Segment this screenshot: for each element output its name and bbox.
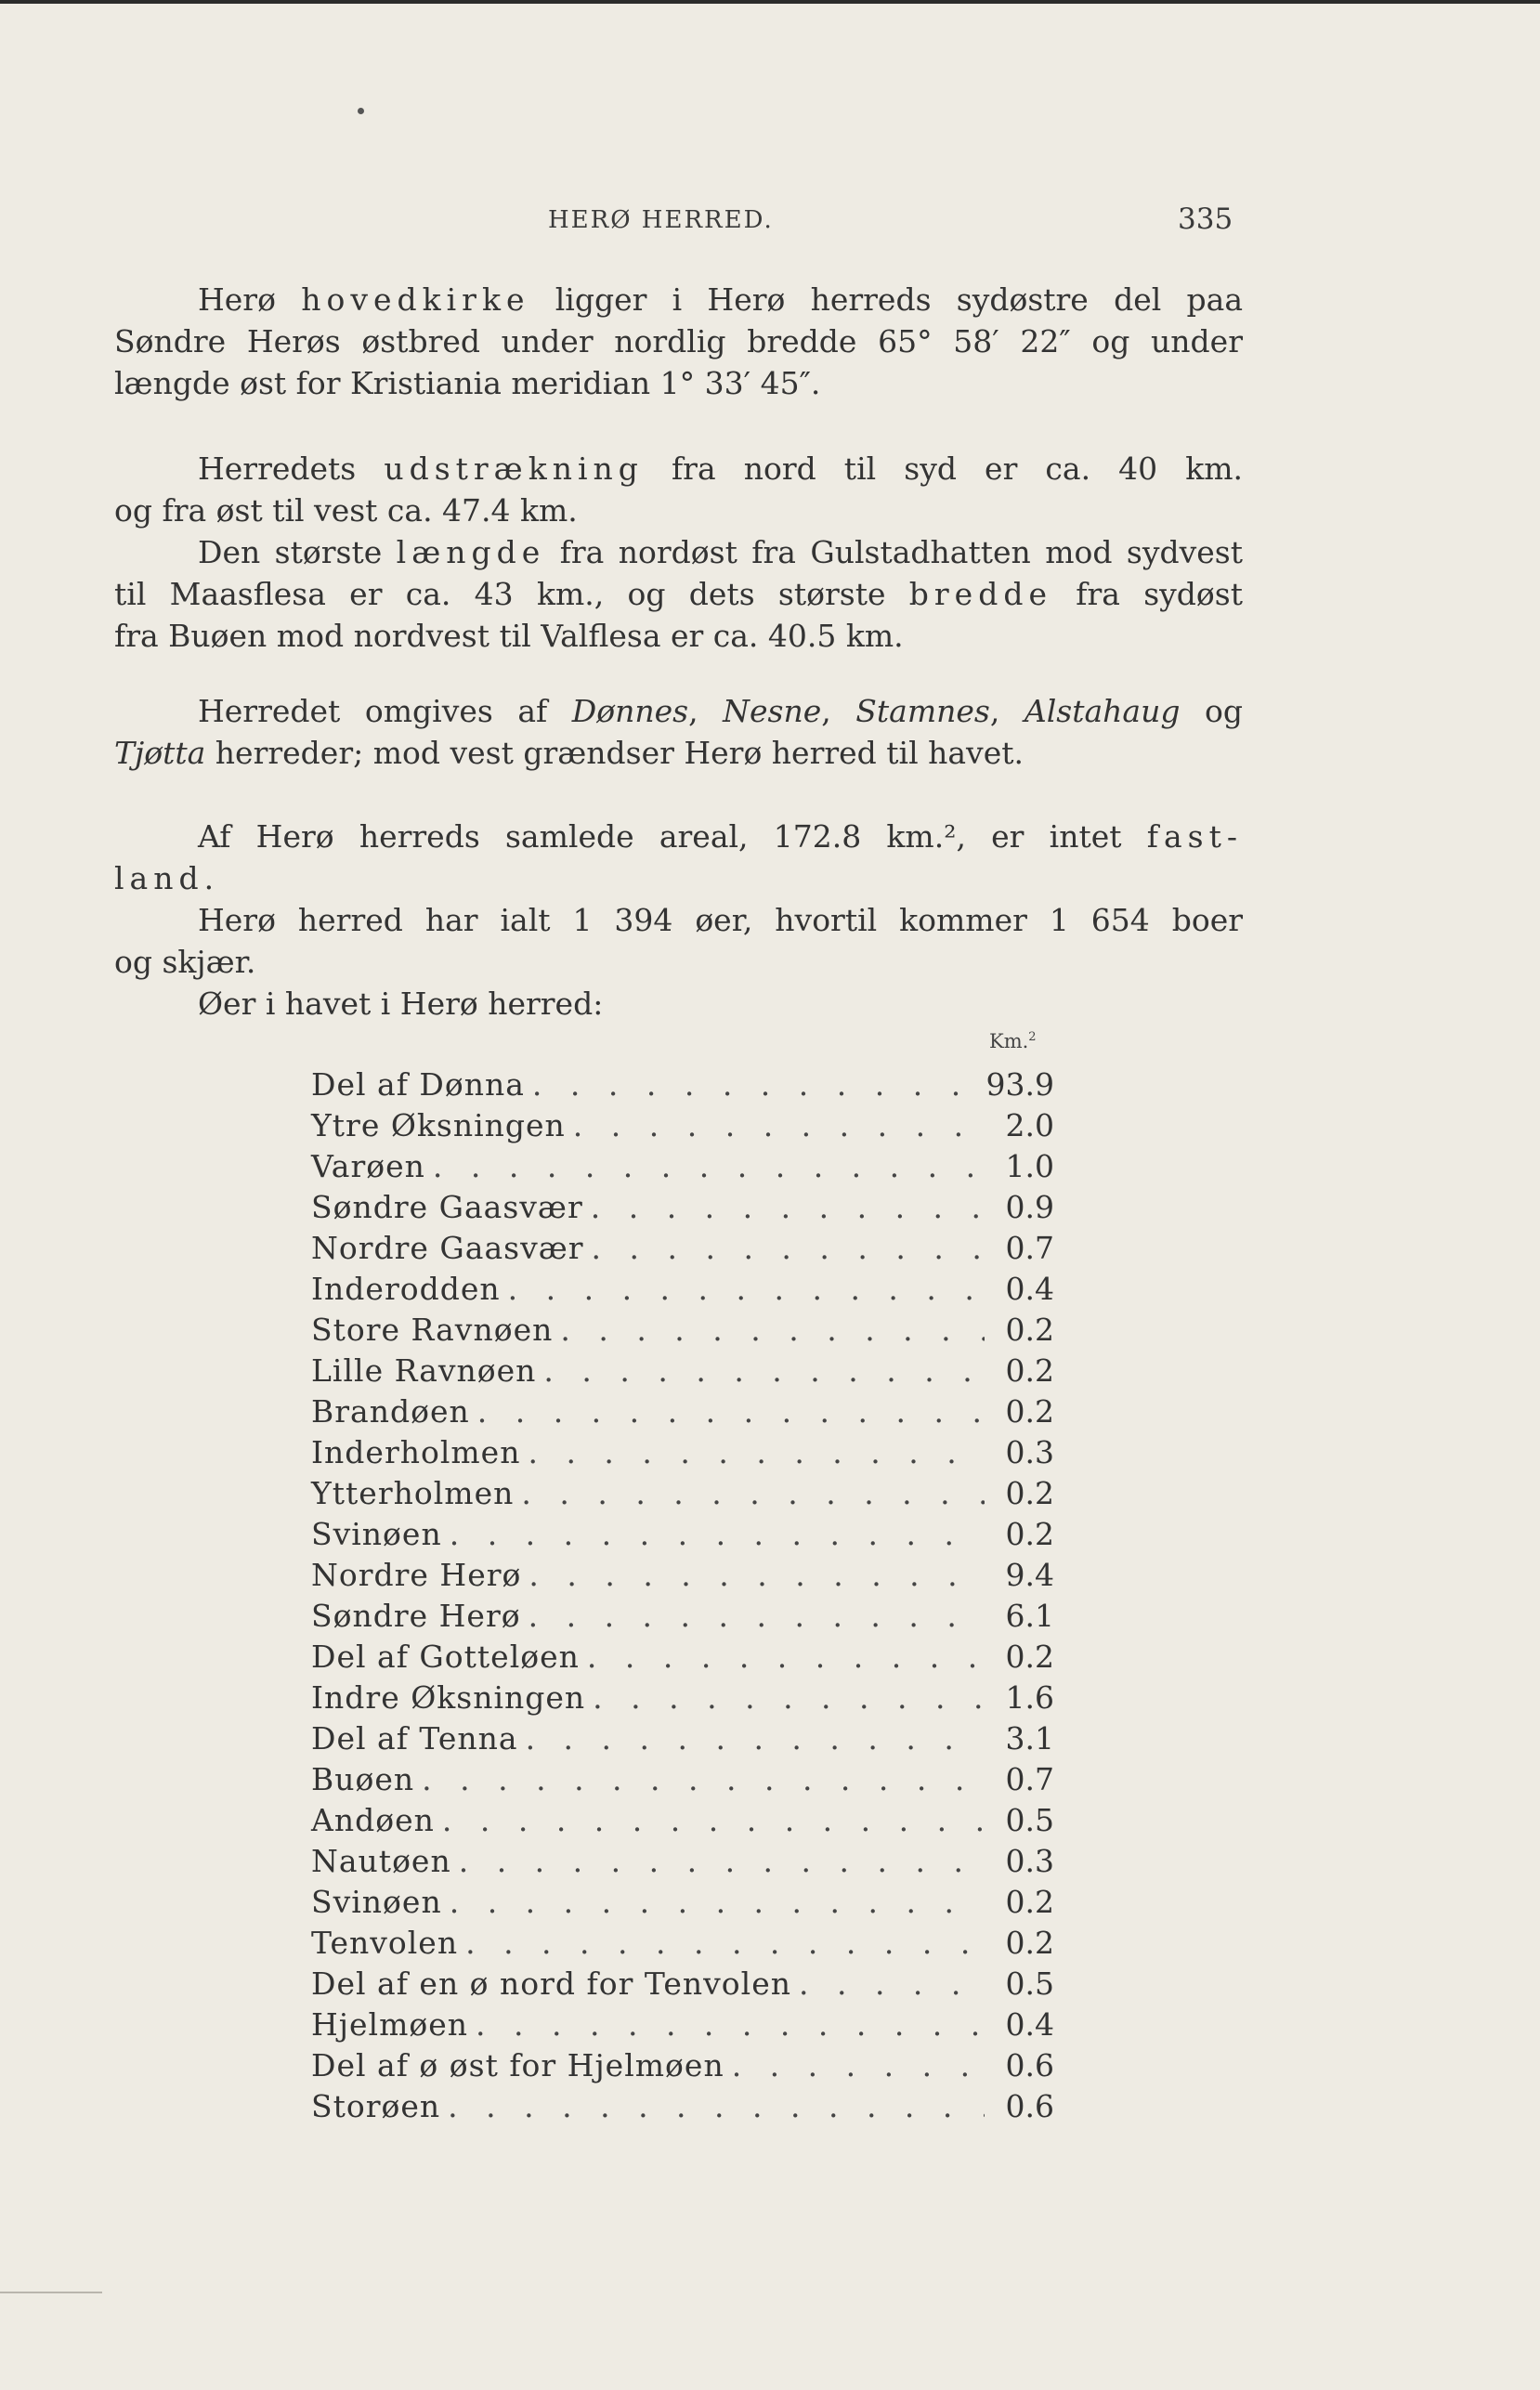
island-name: Brandøen <box>311 1393 470 1430</box>
text-line: og skjær. <box>114 944 256 980</box>
island-name: Ytre Øksningen <box>311 1107 566 1143</box>
table-row <box>311 1189 1054 1230</box>
text-line: Herredet omgives af Dønnes, Nesne, Stamnes, Alstahaug og <box>198 693 1244 729</box>
paragraph-length-width <box>114 531 1243 657</box>
dot-leader <box>435 1802 985 1838</box>
dot-leader <box>580 1639 985 1675</box>
dot-leader <box>518 1720 985 1757</box>
dot-leader <box>468 2006 985 2043</box>
table-row <box>311 1393 1054 1434</box>
island-name: Hjelmøen <box>311 2006 469 2043</box>
dot-leader <box>585 1679 985 1716</box>
island-area: 3.1 <box>1005 1720 1054 1757</box>
table-row <box>311 1107 1054 1148</box>
island-name: Buøen <box>311 1761 415 1797</box>
paragraph-extent <box>114 448 1243 531</box>
table-row <box>311 1516 1054 1557</box>
island-area: 0.6 <box>1005 2047 1054 2083</box>
dot-leader <box>414 1761 985 1797</box>
island-area: 0.2 <box>1005 1312 1054 1348</box>
dot-leader <box>553 1312 985 1348</box>
table-row <box>311 1802 1054 1843</box>
text-line: Tjøtta herreder; mod vest grændser Herø herred til havet. <box>114 735 1024 771</box>
dot-leader <box>458 1925 985 1961</box>
island-area: 9.4 <box>1005 1557 1054 1593</box>
island-name: Del af Gotteløen <box>311 1639 580 1675</box>
island-area: 0.2 <box>1005 1393 1054 1430</box>
text-line: Herø herred har ialt 1 394 øer, hvortil kommer 1 654 boer <box>198 902 1243 938</box>
island-area: 0.2 <box>1005 1884 1054 1920</box>
running-head: HERØ HERRED. <box>548 206 774 234</box>
table-row <box>311 1720 1054 1761</box>
island-name: Indre Øksningen <box>311 1679 586 1716</box>
island-area: 1.6 <box>1005 1679 1054 1716</box>
table-row <box>311 1598 1054 1639</box>
ink-speck <box>358 108 364 114</box>
island-area: 0.2 <box>1005 1516 1054 1552</box>
paragraph-neighbours <box>114 690 1243 774</box>
dot-leader <box>584 1230 985 1266</box>
paragraph-area <box>114 816 1243 899</box>
table-row <box>311 1884 1054 1925</box>
table-row <box>311 1966 1054 2006</box>
island-area-table <box>311 1066 1054 2129</box>
table-row <box>311 1434 1054 1475</box>
dot-leader <box>470 1393 985 1430</box>
paragraph-islands-count <box>114 899 1243 983</box>
table-row <box>311 1679 1054 1720</box>
table-row <box>311 1352 1054 1393</box>
scan-margin-mark <box>0 2292 102 2293</box>
island-name: Søndre Herø <box>311 1598 521 1634</box>
text-line: Af Herø herreds samlede areal, 172.8 km.², er intet fast- <box>198 818 1243 855</box>
text-line: Den største længde fra nordøst fra Gulstadhatten mod sydvest <box>198 534 1243 570</box>
island-name: Varøen <box>311 1148 425 1184</box>
text-line: til Maasflesa er ca. 43 km., og dets største bredde fra sydøst <box>114 576 1243 612</box>
scan-top-edge <box>0 0 1540 4</box>
island-area: 0.9 <box>1005 1189 1054 1225</box>
dot-leader <box>514 1475 985 1511</box>
island-name: Del af en ø nord for Tenvolen <box>311 1966 791 2002</box>
paragraph-islands-intro <box>114 983 1243 1025</box>
dot-leader <box>724 2047 985 2083</box>
island-area: 0.2 <box>1005 1352 1054 1389</box>
dot-leader <box>520 1434 985 1470</box>
dot-leader <box>583 1189 985 1225</box>
table-row <box>311 1639 1054 1679</box>
text-line: Herredets udstrækning fra nord til syd er ca. 40 km. <box>198 451 1243 487</box>
text-line: land. <box>114 860 220 896</box>
island-area: 0.5 <box>1005 1966 1054 2002</box>
dot-leader <box>442 1516 985 1552</box>
island-area: 0.4 <box>1005 2006 1054 2043</box>
table-row <box>311 1066 1054 1107</box>
dot-leader <box>791 1966 985 2002</box>
island-area: 1.0 <box>1005 1148 1054 1184</box>
island-area: 0.2 <box>1005 1639 1054 1675</box>
dot-leader <box>501 1271 985 1307</box>
island-name: Inderholmen <box>311 1434 521 1470</box>
island-name: Inderodden <box>311 1271 501 1307</box>
dot-leader <box>451 1843 985 1879</box>
island-area: 0.3 <box>1005 1843 1054 1879</box>
island-name: Del af Tenna <box>311 1720 518 1757</box>
island-name: Svinøen <box>311 1516 442 1552</box>
table-row <box>311 1557 1054 1598</box>
text-line: fra Buøen mod nordvest til Valflesa er ca. 40.5 km. <box>114 618 904 654</box>
island-name: Søndre Gaasvær <box>311 1189 583 1225</box>
table-row <box>311 1843 1054 1884</box>
island-area: 0.2 <box>1005 1925 1054 1961</box>
island-name: Lille Ravnøen <box>311 1352 537 1389</box>
island-name: Tenvolen <box>311 1925 459 1961</box>
island-name: Nordre Gaasvær <box>311 1230 584 1266</box>
text-line: Øer i havet i Herø herred: <box>198 986 604 1022</box>
island-area: 0.7 <box>1005 1230 1054 1266</box>
text-line: Søndre Herøs østbred under nordlig bredde 65° 58′ 22″ og under <box>114 323 1243 359</box>
island-name: Storøen <box>311 2088 441 2124</box>
island-name: Nautøen <box>311 1843 451 1879</box>
dot-leader <box>525 1066 985 1103</box>
island-name: Del af ø øst for Hjelmøen <box>311 2047 724 2083</box>
page-number: 335 <box>1178 202 1233 236</box>
dot-leader <box>442 1884 985 1920</box>
island-name: Del af Dønna <box>311 1066 525 1103</box>
table-row <box>311 1761 1054 1802</box>
dot-leader <box>425 1148 985 1184</box>
table-unit-label: Km.$^2$ <box>989 1030 1037 1052</box>
island-area: 0.7 <box>1005 1761 1054 1797</box>
table-row <box>311 2088 1054 2129</box>
island-name: Svinøen <box>311 1884 442 1920</box>
table-row <box>311 2047 1054 2088</box>
island-name: Store Ravnøen <box>311 1312 554 1348</box>
island-name: Ytterholmen <box>311 1475 515 1511</box>
table-row <box>311 2006 1054 2047</box>
table-row <box>311 1475 1054 1516</box>
table-row <box>311 1925 1054 1966</box>
dot-leader <box>536 1352 985 1389</box>
text-line: Herø hovedkirke ligger i Herø herreds sydøstre del paa <box>198 281 1243 318</box>
text-line: længde øst for Kristiania meridian 1° 33′ 45″. <box>114 365 821 401</box>
island-name: Andøen <box>311 1802 435 1838</box>
table-row <box>311 1148 1054 1189</box>
dot-leader <box>440 2088 985 2124</box>
dot-leader <box>566 1107 985 1143</box>
text-line: og fra øst til vest ca. 47.4 km. <box>114 492 578 529</box>
dot-leader <box>521 1557 985 1593</box>
island-name: Nordre Herø <box>311 1557 522 1593</box>
island-area: 0.6 <box>1005 2088 1054 2124</box>
table-row <box>311 1271 1054 1312</box>
island-area: 0.2 <box>1005 1475 1054 1511</box>
table-row <box>311 1312 1054 1352</box>
island-area: 2.0 <box>1005 1107 1054 1143</box>
island-area: 0.4 <box>1005 1271 1054 1307</box>
dot-leader <box>521 1598 985 1634</box>
island-area: 93.9 <box>985 1066 1054 1103</box>
table-row <box>311 1230 1054 1271</box>
island-area: 0.3 <box>1005 1434 1054 1470</box>
island-area: 6.1 <box>1005 1598 1054 1634</box>
island-area: 0.5 <box>1005 1802 1054 1838</box>
paragraph-church-location <box>114 279 1243 404</box>
